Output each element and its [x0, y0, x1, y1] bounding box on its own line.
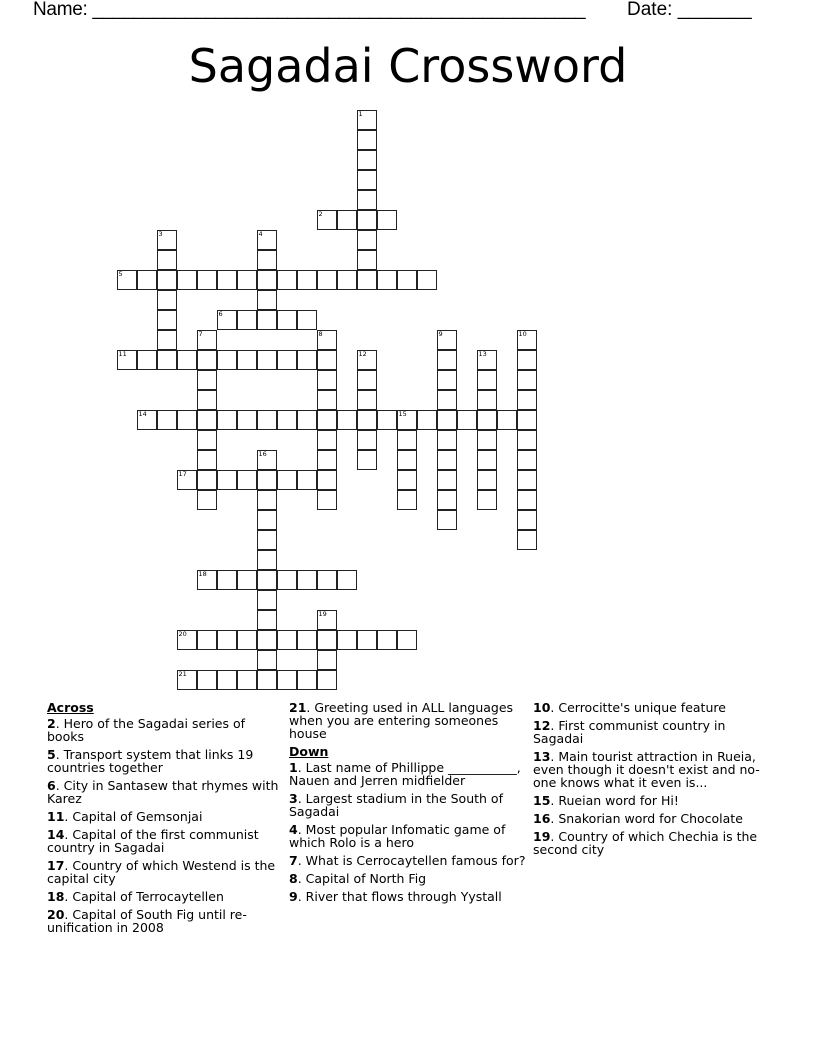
grid-cell[interactable]: [397, 630, 417, 650]
grid-cell[interactable]: [437, 350, 457, 370]
grid-cell[interactable]: [237, 570, 257, 590]
clue-across: [47, 828, 285, 854]
clue-text: Country of which Westend is the capital city: [47, 858, 276, 886]
clue-number: 5: [47, 747, 56, 762]
clue-number: 8: [289, 871, 298, 886]
clues-column-2: [289, 701, 527, 908]
grid-cell[interactable]: [217, 270, 237, 290]
clue-down: [533, 812, 771, 825]
clue-text: Largest stadium in the South of Sagadai: [289, 791, 503, 819]
grid-cell[interactable]: [257, 470, 277, 490]
grid-cell[interactable]: [437, 370, 457, 390]
grid-cell[interactable]: [257, 590, 277, 610]
grid-cell[interactable]: [477, 470, 497, 490]
clue-number: 15: [398, 409, 407, 418]
grid-cell[interactable]: [477, 370, 497, 390]
clue-text: Rueian word for Hi!: [558, 793, 679, 808]
grid-cell[interactable]: [237, 410, 257, 430]
grid-cell[interactable]: [517, 410, 537, 430]
grid-cell[interactable]: [337, 570, 357, 590]
clue-text: Country of which Chechia is the second city: [533, 829, 758, 857]
grid-cell[interactable]: [477, 350, 497, 370]
grid-cell[interactable]: [197, 490, 217, 510]
clue-text: City in Santasew that rhymes with Karez: [47, 778, 279, 806]
clue-down: [289, 854, 527, 867]
clue-text: Main tourist attraction in Rueia, even though it doesn't exist and no-one knows what it even is...: [533, 749, 760, 790]
clue-number: 6: [47, 778, 56, 793]
clue-text: Snakorian word for Chocolate: [558, 811, 743, 826]
clue-across: [47, 890, 285, 903]
grid-cell[interactable]: [257, 670, 277, 690]
clue-number: 1: [358, 109, 363, 118]
clue-text: Cerrocitte's unique feature: [558, 700, 726, 715]
clue-across: [47, 908, 285, 934]
grid-cell[interactable]: [237, 630, 257, 650]
clue-separator: .: [550, 829, 559, 844]
clue-text: Capital of Gemsonjai: [72, 809, 203, 824]
clue-text: River that flows through Yystall: [305, 889, 502, 904]
grid-cell[interactable]: [417, 410, 437, 430]
clue-separator: .: [64, 827, 73, 842]
grid-cell[interactable]: [317, 630, 337, 650]
grid-cell[interactable]: [157, 330, 177, 350]
grid-cell[interactable]: [177, 350, 197, 370]
grid-cell[interactable]: [477, 450, 497, 470]
grid-cell[interactable]: [217, 350, 237, 370]
clue-number: 3: [289, 791, 298, 806]
grid-cell[interactable]: [357, 130, 377, 150]
grid-cell[interactable]: [477, 390, 497, 410]
grid-cell[interactable]: [317, 210, 337, 230]
clue-number: 20: [47, 907, 65, 922]
grid-cell[interactable]: [317, 490, 337, 510]
grid-cell[interactable]: [257, 290, 277, 310]
grid-cell[interactable]: [197, 410, 217, 430]
grid-cell[interactable]: [277, 470, 297, 490]
grid-cell[interactable]: [257, 490, 277, 510]
clue-number: 16: [258, 449, 267, 458]
clue-text: Greeting used in ALL languages when you are entering someones house: [289, 700, 514, 741]
grid-cell[interactable]: [317, 270, 337, 290]
name-field-label: Name: ________________________________________________: [33, 0, 586, 20]
clue-number: 6: [218, 309, 223, 318]
grid-cell[interactable]: [357, 390, 377, 410]
grid-cell[interactable]: [497, 410, 517, 430]
grid-cell[interactable]: [317, 390, 337, 410]
clue-number: 14: [138, 409, 147, 418]
grid-cell[interactable]: [197, 430, 217, 450]
page-title: Sagadai Crossword: [188, 39, 628, 93]
grid-cell[interactable]: [217, 570, 237, 590]
grid-cell[interactable]: [397, 270, 417, 290]
grid-cell[interactable]: [297, 270, 317, 290]
grid-cell[interactable]: [277, 350, 297, 370]
clue-separator: .: [550, 718, 559, 733]
clue-number: 13: [478, 349, 487, 358]
grid-cell[interactable]: [177, 670, 197, 690]
grid-cell[interactable]: [277, 630, 297, 650]
clue-across: [47, 810, 285, 823]
clues-column-1: [47, 701, 285, 939]
grid-cell[interactable]: [517, 490, 537, 510]
grid-cell[interactable]: [157, 310, 177, 330]
grid-cell[interactable]: [317, 350, 337, 370]
grid-cell[interactable]: [257, 310, 277, 330]
grid-cell[interactable]: [317, 370, 337, 390]
grid-cell[interactable]: [417, 270, 437, 290]
grid-cell[interactable]: [517, 470, 537, 490]
clue-separator: .: [297, 822, 306, 837]
clue-down: [289, 792, 527, 818]
grid-cell[interactable]: [297, 350, 317, 370]
grid-cell[interactable]: [357, 370, 377, 390]
clue-separator: .: [306, 700, 315, 715]
grid-cell[interactable]: [237, 350, 257, 370]
grid-cell[interactable]: [337, 630, 357, 650]
clue-separator: .: [64, 907, 73, 922]
grid-cell[interactable]: [237, 270, 257, 290]
grid-cell[interactable]: [437, 450, 457, 470]
grid-cell[interactable]: [197, 570, 217, 590]
grid-cell[interactable]: [157, 410, 177, 430]
clue-separator: .: [550, 811, 559, 826]
date-field-label: Date: _______: [627, 0, 752, 20]
grid-cell[interactable]: [157, 250, 177, 270]
grid-cell[interactable]: [517, 350, 537, 370]
clue-separator: .: [297, 760, 306, 775]
grid-cell[interactable]: [357, 190, 377, 210]
clue-text: Last name of Phillippe ___________, Nauen and Jerren midfielder: [289, 760, 521, 788]
grid-cell[interactable]: [337, 410, 357, 430]
grid-cell[interactable]: [377, 270, 397, 290]
grid-cell[interactable]: [297, 310, 317, 330]
clue-down: [533, 830, 771, 856]
clue-separator: .: [55, 747, 64, 762]
grid-cell[interactable]: [357, 350, 377, 370]
grid-cell[interactable]: [297, 410, 317, 430]
clue-across: [47, 717, 285, 743]
grid-cell[interactable]: [197, 330, 217, 350]
grid-cell[interactable]: [377, 630, 397, 650]
grid-cell[interactable]: [397, 470, 417, 490]
clue-text: Hero of the Sagadai series of books: [47, 716, 246, 744]
grid-cell[interactable]: [517, 430, 537, 450]
grid-cell[interactable]: [317, 650, 337, 670]
grid-cell[interactable]: [437, 330, 457, 350]
clue-across: [47, 748, 285, 774]
grid-cell[interactable]: [317, 610, 337, 630]
grid-cell[interactable]: [257, 270, 277, 290]
clue-text: First communist country in Sagadai: [533, 718, 726, 746]
grid-cell[interactable]: [177, 270, 197, 290]
clue-number: 15: [533, 793, 551, 808]
grid-cell[interactable]: [257, 410, 277, 430]
grid-cell[interactable]: [437, 490, 457, 510]
clue-separator: .: [297, 853, 306, 868]
grid-cell[interactable]: [277, 670, 297, 690]
grid-cell[interactable]: [257, 250, 277, 270]
grid-cell[interactable]: [297, 670, 317, 690]
grid-cell[interactable]: [517, 330, 537, 350]
clue-separator: .: [64, 809, 73, 824]
clue-number: 4: [289, 822, 298, 837]
grid-cell[interactable]: [277, 410, 297, 430]
grid-cell[interactable]: [317, 430, 337, 450]
clue-across: [289, 701, 527, 740]
clue-text: Capital of North Fig: [305, 871, 427, 886]
grid-cell[interactable]: [357, 150, 377, 170]
grid-cell[interactable]: [217, 670, 237, 690]
clue-down: [533, 701, 771, 714]
grid-cell[interactable]: [197, 370, 217, 390]
grid-cell[interactable]: [317, 330, 337, 350]
grid-cell[interactable]: [237, 670, 257, 690]
grid-cell[interactable]: [257, 350, 277, 370]
clue-down: [289, 872, 527, 885]
grid-cell[interactable]: [237, 470, 257, 490]
clue-separator: .: [297, 791, 306, 806]
clue-number: 19: [533, 829, 551, 844]
clue-number: 18: [47, 889, 65, 904]
grid-cell[interactable]: [137, 270, 157, 290]
grid-cell[interactable]: [357, 450, 377, 470]
grid-cell[interactable]: [157, 230, 177, 250]
grid-cell[interactable]: [257, 630, 277, 650]
clue-number: 1: [289, 760, 298, 775]
grid-cell[interactable]: [397, 450, 417, 470]
grid-cell[interactable]: [437, 510, 457, 530]
grid-cell[interactable]: [517, 390, 537, 410]
grid-cell[interactable]: [297, 470, 317, 490]
grid-cell[interactable]: [257, 450, 277, 470]
clue-text: Capital of the first communist country in Sagadai: [47, 827, 259, 855]
clue-across: [47, 779, 285, 805]
clue-number: 4: [258, 229, 263, 238]
grid-cell[interactable]: [317, 410, 337, 430]
grid-cell[interactable]: [357, 250, 377, 270]
clue-number: 11: [118, 349, 127, 358]
grid-cell[interactable]: [257, 610, 277, 630]
grid-cell[interactable]: [437, 470, 457, 490]
grid-cell[interactable]: [357, 430, 377, 450]
grid-cell[interactable]: [197, 390, 217, 410]
clue-down: [533, 719, 771, 745]
clue-number: 9: [438, 329, 443, 338]
grid-cell[interactable]: [197, 270, 217, 290]
grid-cell[interactable]: [257, 530, 277, 550]
grid-cell[interactable]: [217, 630, 237, 650]
grid-cell[interactable]: [177, 630, 197, 650]
clue-number: 12: [533, 718, 551, 733]
grid-cell[interactable]: [197, 450, 217, 470]
grid-cell[interactable]: [317, 450, 337, 470]
clue-number: 20: [178, 629, 187, 638]
clue-number: 18: [198, 569, 207, 578]
grid-cell[interactable]: [257, 570, 277, 590]
grid-cell[interactable]: [157, 290, 177, 310]
clue-down: [289, 890, 527, 903]
grid-cell[interactable]: [517, 510, 537, 530]
clue-text: Most popular Infomatic game of which Rolo is a hero: [289, 822, 506, 850]
grid-cell[interactable]: [357, 230, 377, 250]
grid-cell[interactable]: [377, 410, 397, 430]
clue-number: 2: [47, 716, 56, 731]
grid-cell[interactable]: [297, 630, 317, 650]
clue-text: What is Cerrocaytellen famous for?: [305, 853, 526, 868]
grid-cell[interactable]: [277, 310, 297, 330]
grid-cell[interactable]: [437, 390, 457, 410]
clue-down: [533, 750, 771, 789]
clue-separator: .: [550, 700, 559, 715]
clue-number: 10: [518, 329, 527, 338]
clue-number: 5: [118, 269, 123, 278]
grid-cell[interactable]: [197, 670, 217, 690]
grid-cell[interactable]: [377, 210, 397, 230]
clue-number: 12: [358, 349, 367, 358]
grid-cell[interactable]: [517, 450, 537, 470]
grid-cell[interactable]: [257, 550, 277, 570]
clue-number: 2: [318, 209, 323, 218]
clue-number: 14: [47, 827, 65, 842]
clue-separator: .: [64, 889, 73, 904]
grid-cell[interactable]: [317, 670, 337, 690]
grid-cell[interactable]: [397, 490, 417, 510]
clue-text: Transport system that links 19 countries together: [47, 747, 254, 775]
grid-cell[interactable]: [297, 570, 317, 590]
clue-number: 3: [158, 229, 163, 238]
clue-separator: .: [55, 778, 64, 793]
grid-cell[interactable]: [277, 570, 297, 590]
grid-cell[interactable]: [517, 370, 537, 390]
grid-cell[interactable]: [257, 650, 277, 670]
clue-text: Capital of South Fig until re-unification in 2008: [47, 907, 247, 935]
grid-cell[interactable]: [117, 270, 137, 290]
grid-cell[interactable]: [397, 410, 417, 430]
grid-cell[interactable]: [197, 470, 217, 490]
clue-number: 9: [289, 889, 298, 904]
grid-cell[interactable]: [177, 470, 197, 490]
grid-cell[interactable]: [177, 410, 197, 430]
clue-number: 21: [178, 669, 187, 678]
grid-cell[interactable]: [517, 530, 537, 550]
clue-number: 19: [318, 609, 327, 618]
grid-cell[interactable]: [217, 470, 237, 490]
grid-cell[interactable]: [357, 270, 377, 290]
grid-cell[interactable]: [357, 410, 377, 430]
clue-number: 17: [178, 469, 187, 478]
grid-cell[interactable]: [477, 410, 497, 430]
clue-separator: .: [550, 793, 559, 808]
clue-text: Capital of Terrocaytellen: [72, 889, 224, 904]
across-heading: Across: [47, 700, 94, 715]
clue-separator: .: [55, 716, 64, 731]
clue-number: 10: [533, 700, 551, 715]
grid-cell[interactable]: [317, 470, 337, 490]
grid-cell[interactable]: [257, 510, 277, 530]
clue-across: [47, 859, 285, 885]
grid-cell[interactable]: [197, 350, 217, 370]
clue-number: 13: [533, 749, 551, 764]
grid-cell[interactable]: [357, 630, 377, 650]
grid-cell[interactable]: [217, 410, 237, 430]
grid-cell[interactable]: [237, 310, 257, 330]
grid-cell[interactable]: [477, 430, 497, 450]
grid-cell[interactable]: [217, 310, 237, 330]
clues-column-3: [533, 701, 771, 861]
grid-cell[interactable]: [157, 350, 177, 370]
clue-down: [289, 823, 527, 849]
grid-cell[interactable]: [437, 410, 457, 430]
clue-separator: .: [550, 749, 559, 764]
clue-separator: .: [297, 889, 306, 904]
grid-cell[interactable]: [137, 410, 157, 430]
clue-number: 7: [198, 329, 203, 338]
clue-number: 16: [533, 811, 551, 826]
grid-cell[interactable]: [357, 110, 377, 130]
grid-cell[interactable]: [317, 570, 337, 590]
grid-cell[interactable]: [257, 230, 277, 250]
grid-cell[interactable]: [437, 430, 457, 450]
grid-cell[interactable]: [157, 270, 177, 290]
clue-down: [533, 794, 771, 807]
clue-number: 8: [318, 329, 323, 338]
grid-cell[interactable]: [117, 350, 137, 370]
clue-down: [289, 761, 527, 787]
clue-number: 7: [289, 853, 298, 868]
grid-cell[interactable]: [357, 170, 377, 190]
grid-cell[interactable]: [337, 210, 357, 230]
grid-cell[interactable]: [477, 490, 497, 510]
grid-cell[interactable]: [197, 630, 217, 650]
clue-number: 17: [47, 858, 65, 873]
clue-separator: .: [297, 871, 306, 886]
grid-cell[interactable]: [277, 270, 297, 290]
clue-number: 11: [47, 809, 65, 824]
grid-cell[interactable]: [457, 410, 477, 430]
clue-separator: .: [64, 858, 73, 873]
grid-cell[interactable]: [357, 210, 377, 230]
grid-cell[interactable]: [337, 270, 357, 290]
grid-cell[interactable]: [397, 430, 417, 450]
clue-number: 21: [289, 700, 307, 715]
down-heading: Down: [289, 744, 329, 759]
grid-cell[interactable]: [137, 350, 157, 370]
